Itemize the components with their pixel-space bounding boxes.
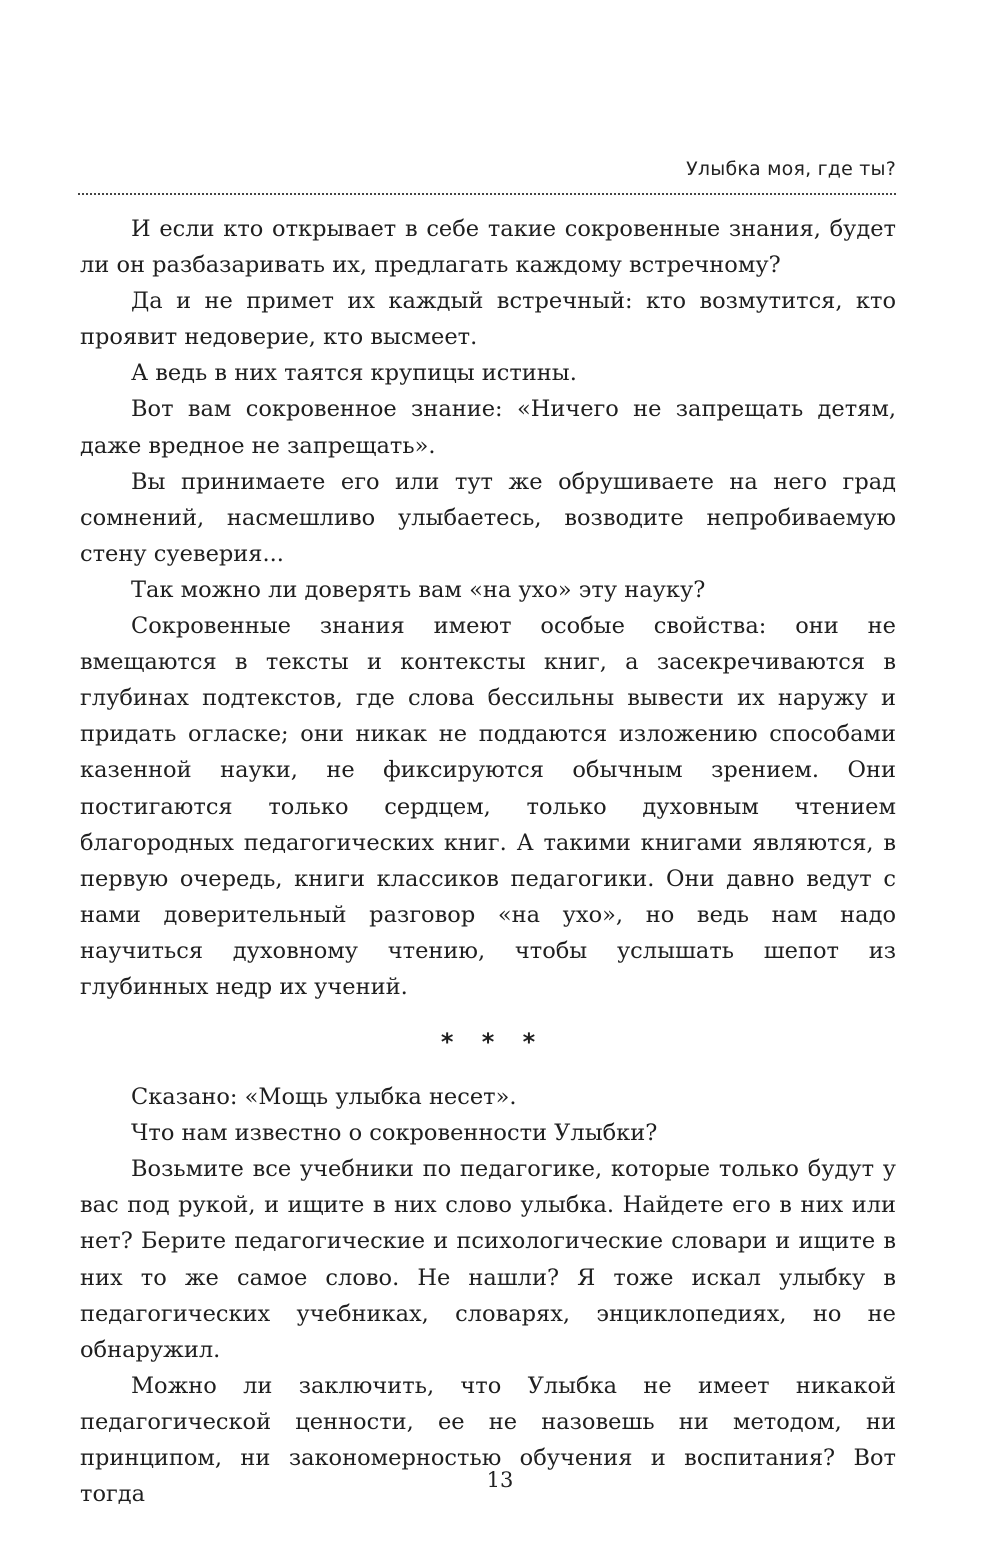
paragraph: Так можно ли доверять вам «на ухо» эту науку?	[131, 576, 706, 603]
paragraph: Вот вам сокровенное знание: «Ничего не запрещать детям, даже вредное не запрещать».	[80, 396, 896, 459]
paragraph: Сказано: «Мощь улыбка несет».	[131, 1084, 517, 1111]
running-head: Улыбка моя, где ты?	[686, 158, 896, 180]
paragraph: Можно ли заключить, что Улыбка не имеет никакой педагогической ценности, ее не назовешь ни методом, ни принципом, ни закономерностью обучения и воспитания? Вот тогда	[80, 1372, 896, 1508]
paragraph: Что нам известно о сокровенности Улыбки?	[131, 1120, 658, 1147]
body-text	[80, 211, 896, 1512]
paragraph: Да и не примет их каждый встречный: кто возмутится, кто проявит недоверие, кто высмеет.	[80, 288, 896, 351]
paragraph: А ведь в них таятся крупицы истины.	[131, 360, 577, 387]
paragraph: Возьмите все учебники по педагогике, которые только будут у вас под рукой, и ищите в них слово улыбка. Найдете его в них или нет? Берите педагогические и психологические словари и ищите в них то же самое слово. Не нашли? Я тоже искал улыбку в педагогических учебниках, словарях, энциклопедиях, но не обнаружил.	[80, 1156, 896, 1363]
section-separator: * * *	[440, 1028, 546, 1057]
running-head-rule	[78, 193, 896, 195]
page-number: 13	[486, 1468, 514, 1492]
paragraph: Вы принимаете его или тут же обрушиваете на него град сомнений, насмешливо улыбаетесь, возводите непробиваемую стену суеверия...	[80, 468, 896, 567]
paragraph: Сокровенные знания имеют особые свойства: они не вмещаются в тексты и контексты книг, а засекречиваются в глубинах подтекстов, где слова бессильны вывести их наружу и придать огласке; они никак не поддаются изложению способами казенной науки, не фиксируются обычным зрением. Они постигаются только сердцем, только духовным чтением благородных педагогических книг. А такими книгами являются, в первую очередь, книги классиков педагогики. Они давно ведут с нами доверительный разговор «на ухо», но ведь нам надо научиться духовному чтению, чтобы услышать шепот из глубинных недр их учений.	[80, 613, 896, 1000]
paragraph: И если кто открывает в себе такие сокровенные знания, будет ли он разбазаривать их, предлагать каждому встречному?	[80, 216, 896, 279]
